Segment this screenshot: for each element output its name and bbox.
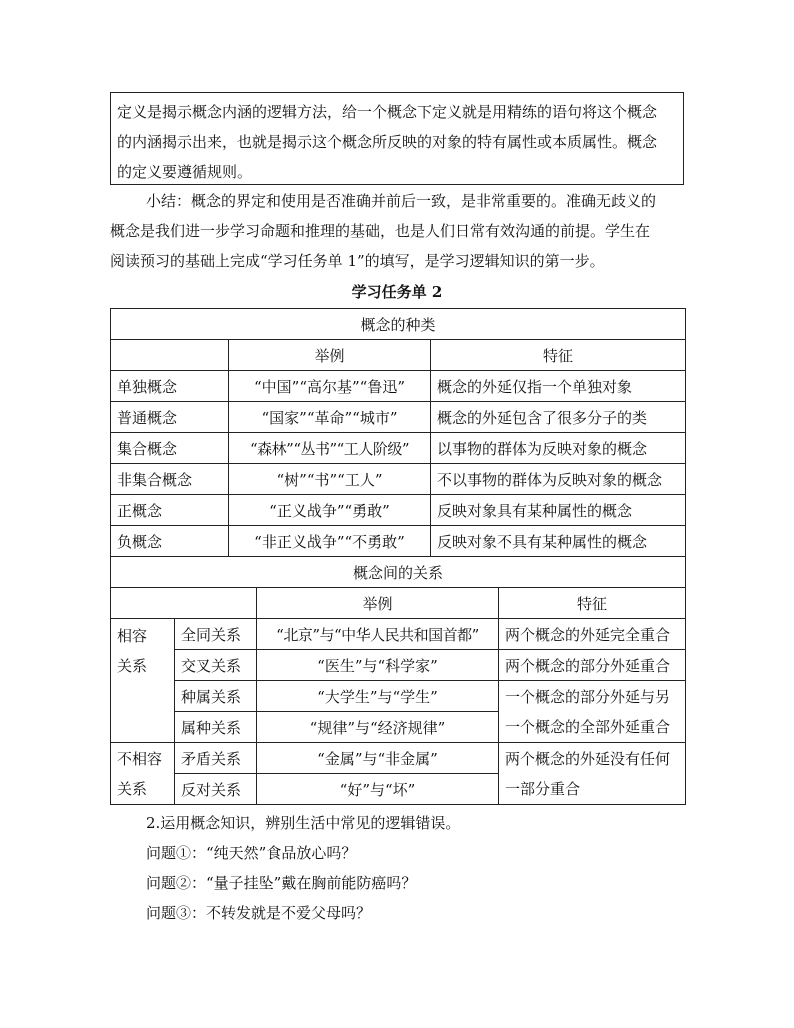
kind-example: “正义战争”“勇敢” (229, 495, 431, 526)
relations-table-title: 概念间的关系 (111, 557, 686, 588)
definition-box (110, 92, 684, 185)
kind-feature: 反映对象具有某种属性的概念 (431, 495, 686, 526)
relations-header-blank (111, 588, 257, 619)
relation-shared-feature (499, 743, 686, 805)
kind-feature: 不以事物的群体为反映对象的概念 (431, 464, 686, 495)
table-row (111, 402, 686, 433)
kinds-header-example: 举例 (229, 340, 431, 371)
table-row (111, 619, 686, 650)
kind-feature: 以事物的群体为反映对象的概念 (431, 433, 686, 464)
incompatible-label-line-1: 不相容 (117, 749, 163, 768)
kind-example: “非正义战争”“不勇敢” (229, 526, 431, 557)
kinds-header-blank (111, 340, 229, 371)
relation-example: “医生”与“科学家” (257, 650, 499, 681)
relations-header-example: 举例 (257, 588, 499, 619)
kind-name: 普通概念 (111, 402, 229, 433)
kind-name: 负概念 (111, 526, 229, 557)
kind-example: “国家”“革命”“城市” (229, 402, 431, 433)
question-2: 问题②：“量子挂坠”戴在胸前能防癌吗？ (146, 874, 417, 892)
questions-intro: 2.运用概念知识，辨别生活中常见的逻辑错误。 (146, 814, 461, 832)
table-row (111, 743, 686, 774)
relation-feature: 两个概念的外延完全重合 (499, 619, 686, 650)
summary-line-3: 阅读预习的基础上完成“学习任务单 1”的填写，是学习逻辑知识的第一步。 (110, 252, 605, 270)
kind-name: 非集合概念 (111, 464, 229, 495)
relation-example: “金属”与“非金属” (257, 743, 499, 774)
kind-name: 集合概念 (111, 433, 229, 464)
relation-name: 反对关系 (175, 774, 257, 805)
kind-feature: 概念的外延仅指一个单独对象 (431, 371, 686, 402)
relation-name: 种属关系 (175, 681, 257, 712)
concept-kinds-table (110, 308, 686, 557)
compatible-label-line-2: 关系 (117, 657, 148, 675)
kind-example: “森林”“丛书”“工人阶级” (229, 433, 431, 464)
relation-example: “大学生”与“学生” (257, 681, 499, 712)
table-row (111, 464, 686, 495)
incompatible-label-line-2: 关系 (117, 779, 148, 798)
question-1: 问题①：“纯天然”食品放心吗？ (146, 844, 357, 862)
summary-line-1: 小结：概念的界定和使用是否准确并前后一致，是非常重要的。准确无歧义的 (146, 192, 657, 210)
kind-example: “树”“书”“工人” (229, 464, 431, 495)
task-sheet-title: 学习任务单 2 (351, 283, 443, 301)
shared-feature-line-1: 两个概念的外延没有任何 (505, 749, 671, 768)
summary-paragraph (110, 186, 686, 276)
question-3: 问题③：不转发就是不爱父母吗？ (146, 904, 372, 922)
table-row (111, 495, 686, 526)
compatible-label-line-1: 相容 (117, 627, 148, 645)
relation-shared-feature (499, 681, 686, 743)
concept-relations-table (110, 556, 686, 805)
definition-line-1: 定义是揭示概念内涵的逻辑方法，给一个概念下定义就是用精练的语句将这个概念 (117, 103, 658, 121)
kind-name: 正概念 (111, 495, 229, 526)
definition-line-3: 的定义要遵循规则。 (117, 163, 253, 181)
kinds-header-feature: 特征 (431, 340, 686, 371)
compatible-group-label (111, 619, 175, 743)
table-row (111, 681, 686, 712)
relation-name: 全同关系 (175, 619, 257, 650)
table-row (111, 526, 686, 557)
relation-example: “好”与“坏” (257, 774, 499, 805)
shared-feature-line-2: 一部分重合 (505, 779, 581, 798)
kind-example: “中国”“高尔基”“鲁迅” (229, 371, 431, 402)
definition-line-2: 的内涵揭示出来，也就是揭示这个概念所反映的对象的特有属性或本质属性。概念 (117, 133, 658, 151)
kind-feature: 反映对象不具有某种属性的概念 (431, 526, 686, 557)
relation-example: “规律”与“经济规律” (257, 712, 499, 743)
relation-name: 矛盾关系 (175, 743, 257, 774)
relation-feature: 两个概念的部分外延重合 (499, 650, 686, 681)
table-row (111, 650, 686, 681)
kinds-table-title: 概念的种类 (111, 309, 686, 340)
table-row (111, 371, 686, 402)
shared-feature-line-1: 一个概念的部分外延与另 (505, 687, 671, 706)
shared-feature-line-2: 一个概念的全部外延重合 (505, 717, 671, 736)
summary-line-2: 概念是我们进一步学习命题和推理的基础，也是人们日常有效沟通的前提。学生在 (110, 222, 651, 240)
kind-feature: 概念的外延包含了很多分子的类 (431, 402, 686, 433)
kind-name: 单独概念 (111, 371, 229, 402)
table-row (111, 433, 686, 464)
relation-example: “北京”与“中华人民共和国首都” (257, 619, 499, 650)
relation-name: 属种关系 (175, 712, 257, 743)
relation-name: 交叉关系 (175, 650, 257, 681)
incompatible-group-label (111, 743, 175, 805)
relations-header-feature: 特征 (499, 588, 686, 619)
